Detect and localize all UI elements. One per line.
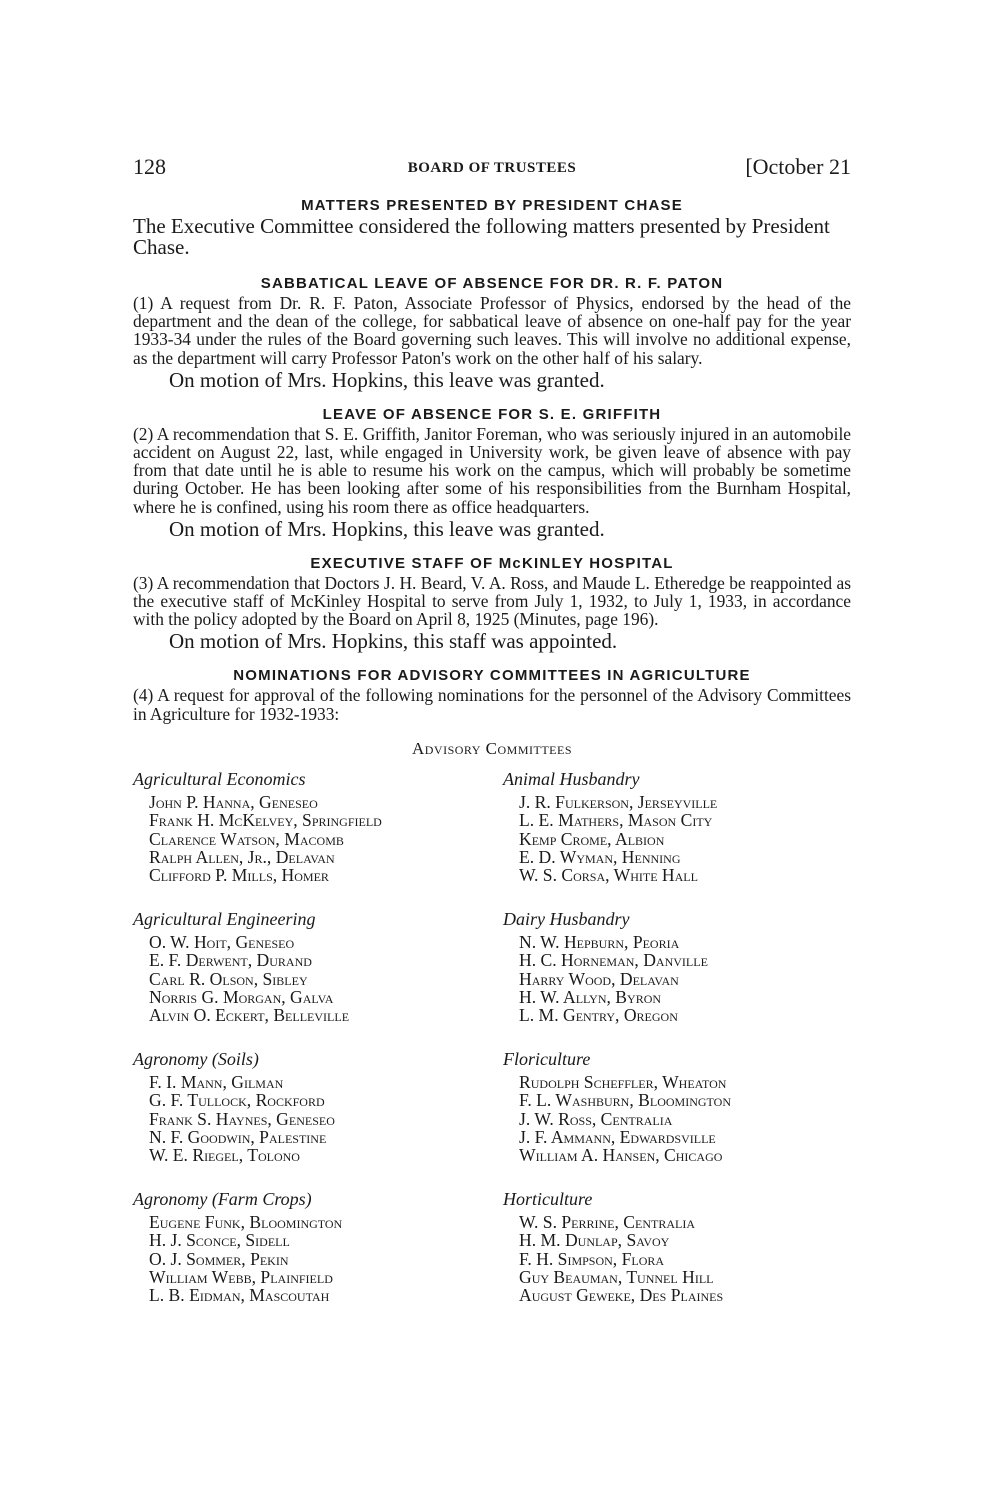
committee-member: W. S. Perrine, Centralia xyxy=(519,1211,696,1232)
committee-name: Floriculture xyxy=(503,1048,591,1069)
committee-member: J. F. Ammann, Edwardsville xyxy=(519,1127,716,1148)
intro-paragraph: The Executive Committee considered the following matters presented by President Chase. xyxy=(133,214,830,259)
committee-block xyxy=(503,909,851,1039)
committee-name: Agricultural Engineering xyxy=(133,908,316,929)
committee-member: W. E. Riegel, Tolono xyxy=(149,1145,300,1166)
committee-member: N. W. Hepburn, Peoria xyxy=(519,931,680,952)
committee-name: Agricultural Economics xyxy=(133,768,306,789)
running-head xyxy=(133,150,851,190)
committee-name: Animal Husbandry xyxy=(503,768,640,789)
committee-member: L. E. Mathers, Mason City xyxy=(519,810,713,831)
committee-member: Clifford P. Mills, Homer xyxy=(149,865,329,886)
committee-member: N. F. Goodwin, Palestine xyxy=(149,1127,327,1148)
committee-name: Agronomy (Farm Crops) xyxy=(133,1188,312,1209)
paragraph-nominations: (4) A request for approval of the following nominations for the personnel of the Advisory Committees in Agriculture for 1932-1933: xyxy=(133,685,851,724)
committee-block xyxy=(503,1189,851,1319)
section-heading-mckinley: EXECUTIVE STAFF OF McKINLEY HOSPITAL xyxy=(310,554,674,572)
committee-member: J. R. Fulkerson, Jerseyville xyxy=(519,791,718,812)
motion-mckinley: On motion of Mrs. Hopkins, this staff was appointed. xyxy=(169,629,618,654)
motion-sabbatical: On motion of Mrs. Hopkins, this leave was granted. xyxy=(169,367,605,392)
committee-member: H. J. Sconce, Sidell xyxy=(149,1230,290,1251)
committee-member: Kemp Crome, Albion xyxy=(519,828,665,849)
committee-block xyxy=(133,1189,503,1319)
committee-member: F. I. Mann, Gilman xyxy=(149,1071,284,1092)
committee-member: John P. Hanna, Geneseo xyxy=(149,791,318,812)
committee-member: Norris G. Morgan, Galva xyxy=(149,987,334,1008)
document-page xyxy=(133,150,851,1329)
committee-member: W. S. Corsa, White Hall xyxy=(519,865,698,886)
committee-member: E. F. Derwent, Durand xyxy=(149,950,312,971)
committee-member: E. D. Wyman, Henning xyxy=(519,847,681,868)
committee-member: Rudolph Scheffler, Wheaton xyxy=(519,1071,727,1092)
running-title: BOARD OF TRUSTEES xyxy=(407,160,577,176)
committee-member: Clarence Watson, Macomb xyxy=(149,828,344,849)
committee-member: F. H. Simpson, Flora xyxy=(519,1248,665,1269)
paragraph-mckinley: (3) A recommendation that Doctors J. H. Beard, V. A. Ross, and Maude L. Etheredge be reappointed as the executive staff of McKinley Hospital to serve from July 1, 1932, to July 1, 1933, in accordance with the policy adopted by the Board on April 8, 1925 (Minutes, page 196). xyxy=(133,572,851,630)
committee-member: J. W. Ross, Centralia xyxy=(519,1108,673,1129)
committee-block xyxy=(503,1049,851,1179)
committee-member: F. L. Washburn, Bloomington xyxy=(519,1090,731,1111)
advisory-committees-title: Advisory Committees xyxy=(411,738,573,758)
committees-grid xyxy=(133,769,851,1329)
committee-member: Frank H. McKelvey, Springfield xyxy=(149,810,382,831)
committee-name: Dairy Husbandry xyxy=(503,908,630,929)
committee-member: L. B. Eidman, Mascoutah xyxy=(149,1285,330,1306)
section-heading-sabbatical: SABBATICAL LEAVE OF ABSENCE FOR DR. R. F. PATON xyxy=(260,275,724,292)
committee-member: O. W. Hoit, Geneseo xyxy=(149,931,295,952)
committee-member: William A. Hansen, Chicago xyxy=(519,1145,723,1166)
paragraph-griffith: (2) A recommendation that S. E. Griffith, Janitor Foreman, who was seriously injured in an automobile accident on August 22, last, while engaged in University work, be given leave of absence with pay from that date until he is able to resume his work on the campus, which will probably be sometime during October. He has been looking after some of his responsibilities from the Burnham Hospital, where he is confined, using his room there as office headquarters. xyxy=(133,423,851,517)
committee-member: Frank S. Haynes, Geneseo xyxy=(149,1108,335,1129)
committee-member: L. M. Gentry, Oregon xyxy=(519,1005,678,1026)
section-heading-matters: MATTERS PRESENTED BY PRESIDENT CHASE xyxy=(301,197,683,214)
section-heading-griffith: LEAVE OF ABSENCE FOR S. E. GRIFFITH xyxy=(322,405,662,423)
committee-member: Carl R. Olson, Sibley xyxy=(149,968,308,989)
committee-member: August Geweke, Des Plaines xyxy=(519,1285,724,1306)
committee-member: Ralph Allen, Jr., Delavan xyxy=(149,847,335,868)
committee-block xyxy=(133,769,503,899)
page-number: 128 xyxy=(133,154,166,179)
committee-member: H. M. Dunlap, Savoy xyxy=(519,1230,670,1251)
committee-block xyxy=(133,1049,503,1179)
committee-member: O. J. Sommer, Pekin xyxy=(149,1248,289,1269)
committee-member: Harry Wood, Delavan xyxy=(519,968,679,989)
committee-member: Alvin O. Eckert, Belleville xyxy=(149,1005,350,1026)
committee-member: Eugene Funk, Bloomington xyxy=(149,1211,343,1232)
committee-member: H. C. Horneman, Danville xyxy=(519,950,708,971)
committee-name: Agronomy (Soils) xyxy=(133,1048,259,1069)
committee-name: Horticulture xyxy=(503,1188,593,1209)
committee-member: H. W. Allyn, Byron xyxy=(519,987,662,1008)
paragraph-sabbatical: (1) A request from Dr. R. F. Paton, Associate Professor of Physics, endorsed by the head of the department and the dean of the college, for sabbatical leave of absence on one-half pay for the year 1933-34 under the rules of the Board governing such leaves. This will involve no additional expense, as the department will carry Professor Paton's work on the other half of his salary. xyxy=(133,293,851,368)
committee-block xyxy=(133,909,503,1039)
committee-member: William Webb, Plainfield xyxy=(149,1267,333,1288)
motion-griffith: On motion of Mrs. Hopkins, this leave was granted. xyxy=(169,516,605,541)
committee-member: G. F. Tullock, Rockford xyxy=(149,1090,325,1111)
running-date: [October 21 xyxy=(745,154,851,179)
committee-block xyxy=(503,769,851,899)
section-heading-nominations: NOMINATIONS FOR ADVISORY COMMITTEES IN AGRICULTURE xyxy=(233,667,751,685)
committee-member: Guy Beauman, Tunnel Hill xyxy=(519,1267,714,1288)
